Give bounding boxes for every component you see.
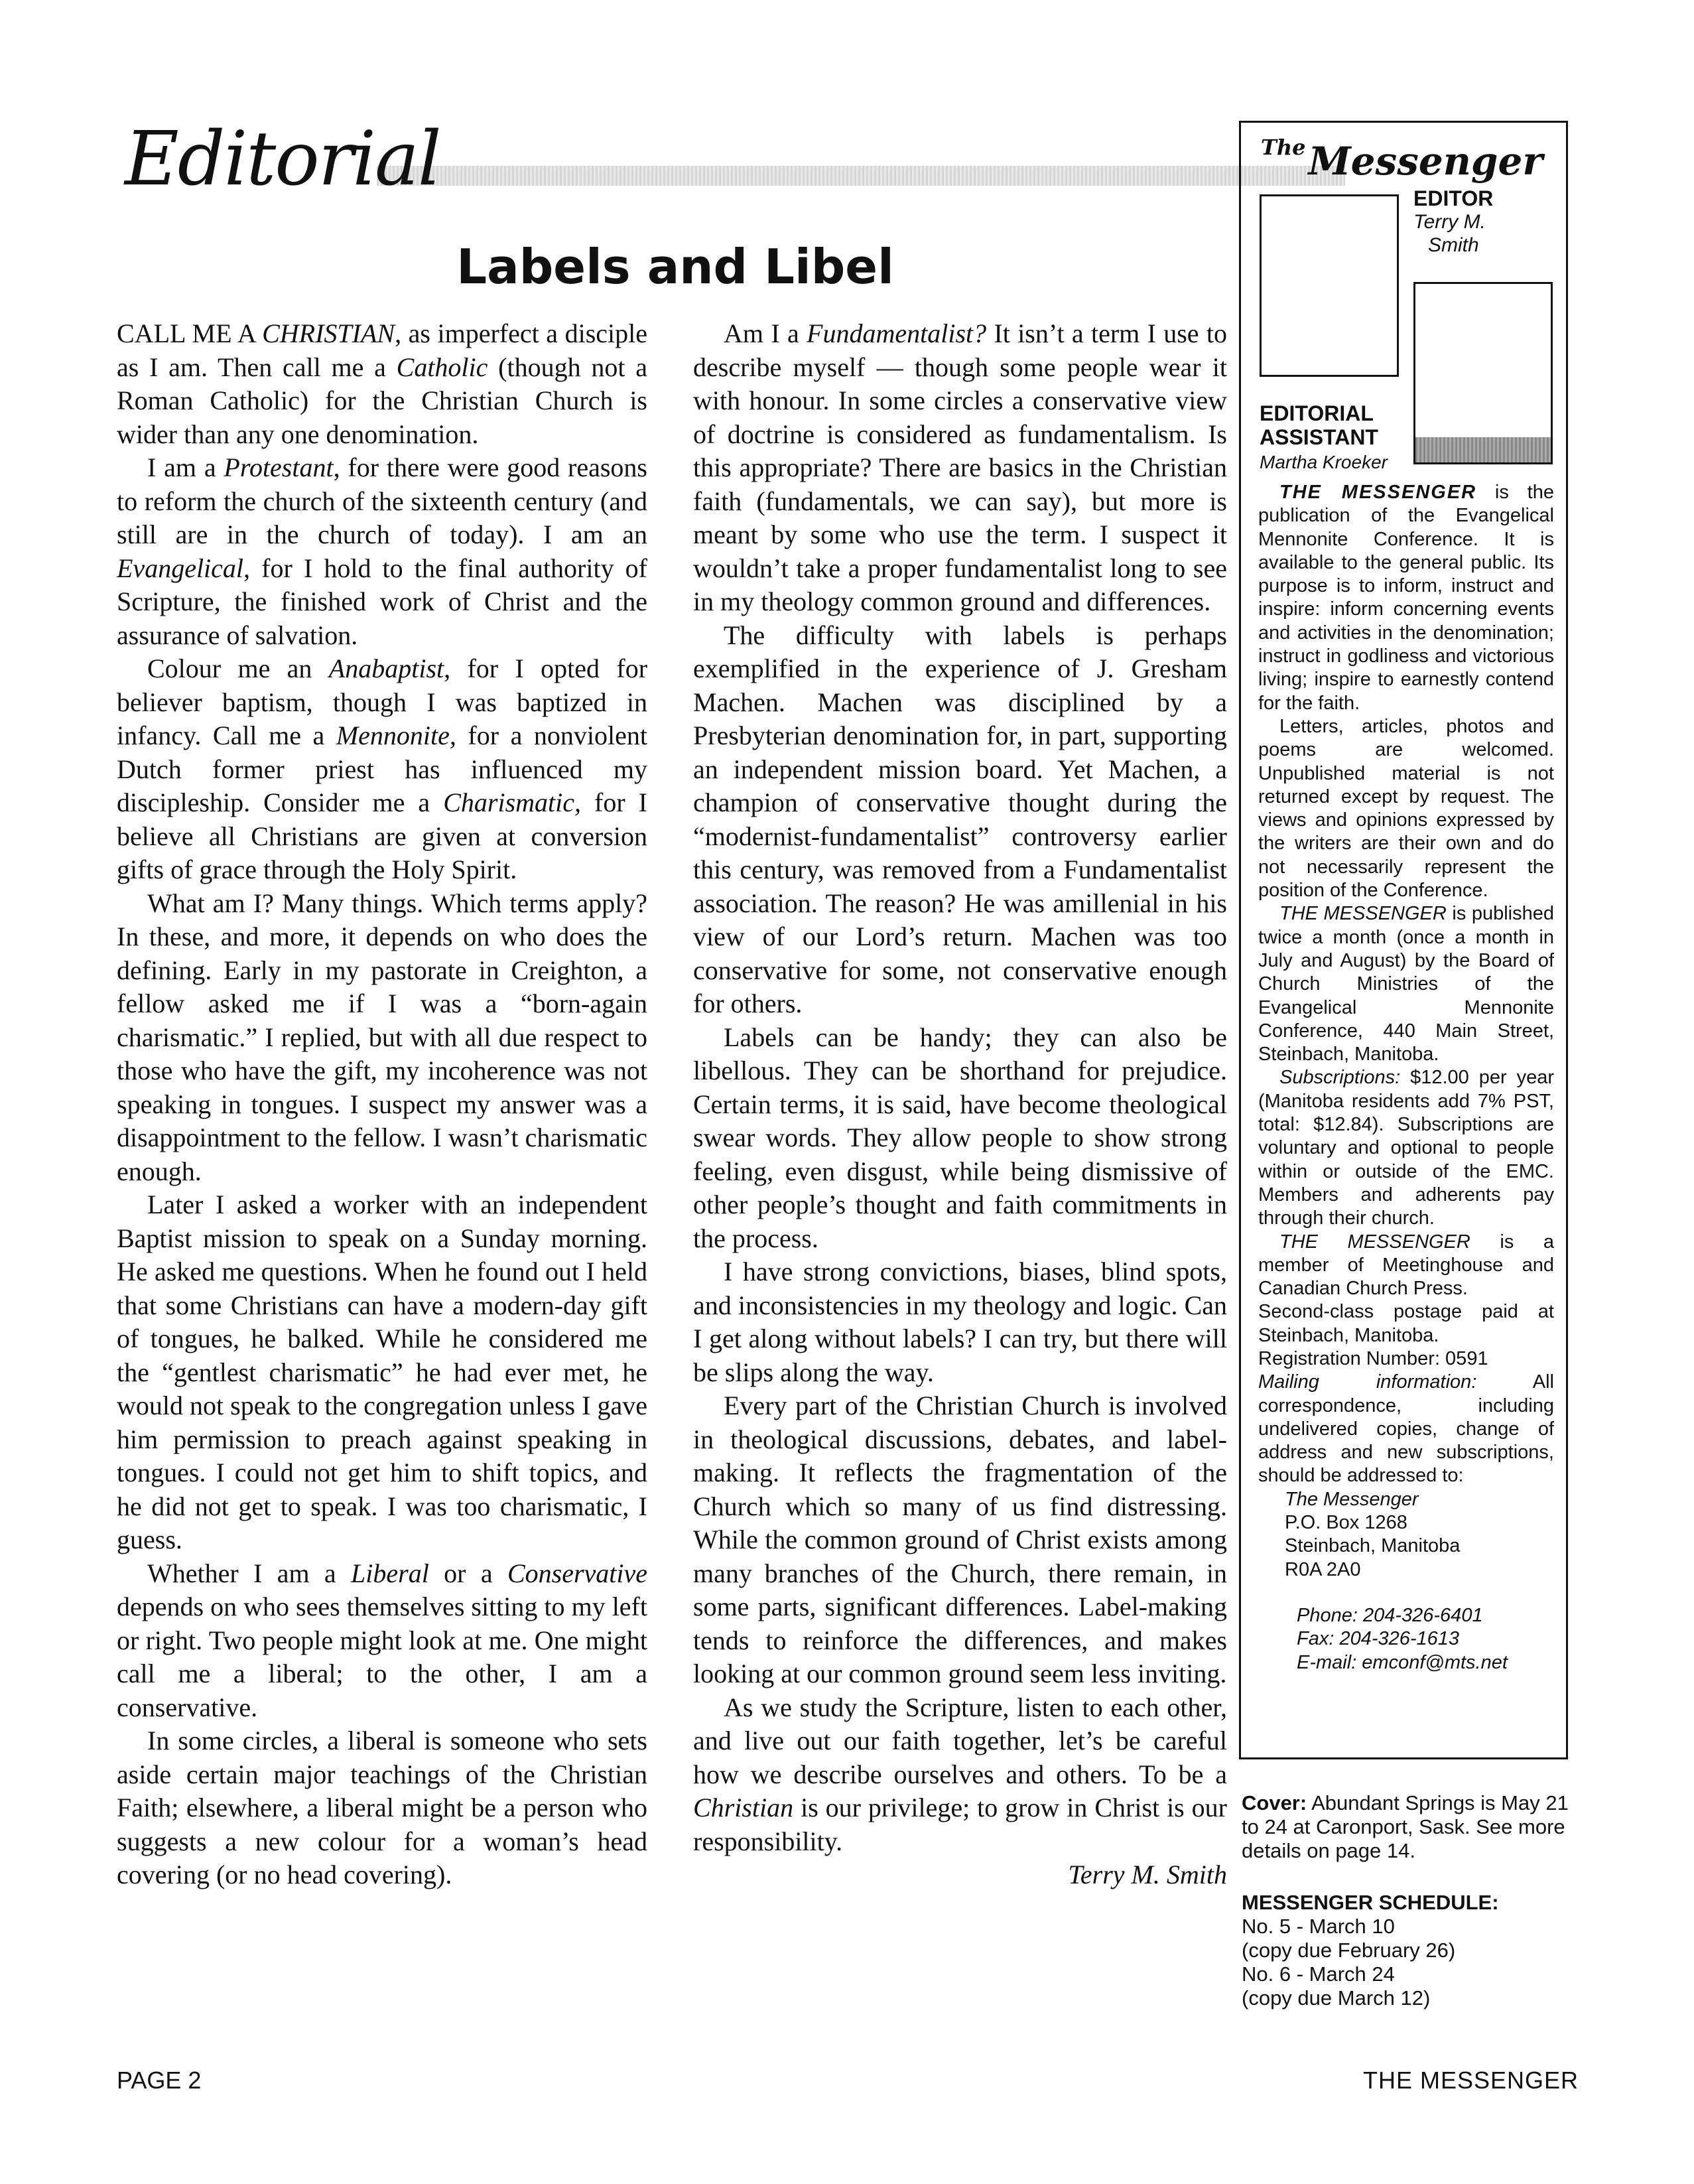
article-paragraph: Later I asked a worker with an independent Baptist mission to speak on a Sunday morning. He asked me questions. When he found out I held that some Christians can have a modern-day gift of tongues, he balked. While he considered me the “gentlest charismatic” he had ever met, he would not speak to the congregation unless I gave him permission to preach against speaking in tongues. I could not get him to shift topics, and he did not get to speak. I was too charismatic, I guess. xyxy=(117,1190,647,1554)
masthead xyxy=(125,116,1226,202)
editor-role: EDITOR xyxy=(1413,186,1494,210)
contact-email[interactable]: E-mail: emconf@mts.net xyxy=(1297,1651,1508,1673)
article-paragraph: CALL ME A CHRISTIAN, as imperfect a disciple as I am. Then call me a Catholic (though not a Roman Catholic) for the Christian Church is wider than any one denomination. xyxy=(117,318,648,449)
contact-fax: Fax: 204-326-1613 xyxy=(1297,1628,1460,1650)
article-paragraph: What am I? Many things. Which terms apply? In these, and more, it depends on who does the defining. Early in my pastorate in Creighton, a fellow asked me if I was a “born-again charismatic.” I replied, but with all due respect to those who have the gift, my incoherence was not speaking in tongues. I suspect my answer was a disappointment to the fellow. I wasn’t charismatic enough. xyxy=(117,888,647,1186)
page-number: PAGE 2 xyxy=(117,2067,202,2094)
masthead-title: Editorial xyxy=(125,116,440,202)
cover-label: Cover: xyxy=(1242,1791,1307,1814)
cover-text: Abundant Springs is May 21 to 24 at Caronport, Sask. See more details on page 14. xyxy=(1242,1791,1569,1862)
schedule-line: (copy due March 12) xyxy=(1242,1986,1431,2010)
article-paragraph: In some circles, a liberal is someone who sets aside certain major teachings of the Christian Faith; elsewhere, a liberal might be a person who suggests a new colour for a woman’s head covering (or no head covering). xyxy=(117,1726,647,1889)
brand-name: Messenger xyxy=(1308,139,1543,184)
article-paragraph: As we study the Scripture, listen to each other, and live out our faith together, let’s be careful how we describe ourselves and others. To be a Christian is our privilege; to grow in Christ is our responsibility. xyxy=(693,1692,1227,1856)
brand-the: The xyxy=(1261,135,1306,160)
address-line-3: Steinbach, Manitoba xyxy=(1285,1535,1461,1557)
schedule-line: No. 5 - March 10 xyxy=(1242,1915,1395,1938)
article-paragraph: The difficulty with labels is perhaps exemplified in the experience of J. Gresham Machen. Machen was disciplined by a Presbyterian denomination for, in part, supporting an independent mission board. Yet Machen, a champion of conservative thought during the “modernist-fundamentalist” controversy earlier this century, was removed from a Fundamentalist association. The reason? He was amillenial in his view of our Lord’s return. Machen was too conservative for some, not conservative enough for others. xyxy=(693,620,1227,1018)
info-mailing: Mailing information: All correspondence, including undelivered copies, change of address and new subscriptions, should be addressed to: xyxy=(1258,1371,1554,1487)
article-column-left xyxy=(117,317,647,1892)
sidebar-brand xyxy=(1261,135,1543,184)
author-signature: Terry M. Smith xyxy=(1068,1860,1227,1889)
article-paragraph: I have strong convictions, biases, blind spots, and inconsistencies in my theology and logic. Can I get along without labels? I can try, but there will be slips along the way. xyxy=(693,1257,1227,1387)
article-title: Labels and Libel xyxy=(456,239,894,295)
assistant-role-line2: ASSISTANT xyxy=(1260,425,1378,449)
masthead-sidebar xyxy=(1239,121,1568,1759)
article-paragraph: Am I a Fundamentalist? It isn’t a term I use to describe myself — though some people wear it with honour. In some circles a conservative view of doctrine is considered as fundamentalism. Is this appropriate? There are basics in the Christian faith (fundamentals, we can say), but more is meant by some who use the term. I suspect it wouldn’t take a proper fundamentalist long to see in my theology common ground and differences. xyxy=(693,318,1227,616)
info-purpose: THE MESSENGER is the publication of the Evangelical Mennonite Conference. It is available to the general public. Its purpose is to inform, instruct and inspire: inform concerning events and activities in the denomination; instruct in godliness and victorious living; inspire to earnestly contend for the faith. xyxy=(1258,482,1554,714)
messenger-schedule xyxy=(1242,1891,1573,2010)
assistant-photo xyxy=(1413,282,1553,464)
editor-photo xyxy=(1260,194,1399,377)
cover-note xyxy=(1242,1791,1573,1863)
info-registration: Registration Number: 0591 xyxy=(1258,1347,1488,1369)
assistant-name: Martha Kroeker xyxy=(1260,452,1388,472)
info-publishing: THE MESSENGER is published twice a month (once a month in July and August) by the Board of Church Ministries of the Evangelical Mennonite Conference, 440 Main Street, Steinbach, Manitoba. xyxy=(1258,903,1554,1065)
info-membership: THE MESSENGER is a member of Meetinghouse and Canadian Church Press. xyxy=(1258,1231,1555,1300)
article-paragraph: Whether I am a Liberal or a Conservative depends on who sees themselves sitting to my left or right. Two people might look at me. One might call me a liberal; to the other, I am a conservative. xyxy=(117,1558,648,1722)
address-line-2: P.O. Box 1268 xyxy=(1285,1512,1407,1534)
article-paragraph: I am a Protestant, for there were good reasons to reform the church of the sixteenth century (and still are in the church of today). I am an Evangelical, for I hold to the final authority of Scripture, the finished work of Christ and the assurance of salvation. xyxy=(117,452,647,650)
editor-name-line1: Terry M. xyxy=(1413,211,1486,233)
article-paragraph: Every part of the Christian Church is involved in theological discussions, debates, and label-making. It reflects the fragmentation of the Church which so many of us find distressing. While the common ground of Christ exists among many branches of the Church, there remain, in some parts, significant differences. Label-making tends to reinforce the differences, and makes looking at our common ground seem less inviting. xyxy=(693,1391,1227,1688)
editor-name-line2: Smith xyxy=(1428,234,1479,256)
photo-shade xyxy=(1415,437,1551,462)
schedule-line: No. 6 - March 24 xyxy=(1242,1962,1395,1986)
publication-info xyxy=(1258,481,1554,1674)
publication-name: THE MESSENGER xyxy=(1362,2067,1579,2094)
info-postage: Second-class postage paid at Steinbach, Manitoba. xyxy=(1258,1301,1554,1346)
schedule-line: (copy due February 26) xyxy=(1242,1939,1456,1962)
contact-phone: Phone: 204-326-6401 xyxy=(1297,1604,1483,1626)
info-subscriptions: Subscriptions: $12.00 per year (Manitoba residents add 7% PST, total: $12.84). Subscriptions are voluntary and optional to people within or outside of the EMC. Members and adherents pay through their church. xyxy=(1258,1067,1554,1229)
address-line-4: R0A 2A0 xyxy=(1285,1558,1361,1580)
article-column-right xyxy=(693,317,1227,1892)
masthead-rule xyxy=(377,166,1345,186)
article-paragraph: Labels can be handy; they can also be libellous. They can be shorthand for prejudice. Certain terms, it is said, have become theological swear words. They allow people to show strong feeling, even disgust, while being dismissive of other people’s thought and faith commitments in the process. xyxy=(693,1022,1227,1253)
info-submissions: Letters, articles, photos and poems are welcomed. Unpublished material is not returned except by request. The views and opinions expressed by the writers are their own and do not necessarily represent the position of the Conference. xyxy=(1258,715,1554,902)
schedule-heading: MESSENGER SCHEDULE: xyxy=(1242,1891,1499,1914)
assistant-role-line1: EDITORIAL xyxy=(1260,401,1374,425)
address-line-1: The Messenger xyxy=(1285,1488,1419,1510)
article-paragraph: Colour me an Anabaptist, for I opted for believer baptism, though I was baptized in infancy. Call me a Mennonite, for a nonviolent Dutch former priest has influenced my discipleship. Consider me a Charismatic, for I believe all Christians are given at conversion gifts of grace through the Holy Spirit. xyxy=(117,653,648,884)
